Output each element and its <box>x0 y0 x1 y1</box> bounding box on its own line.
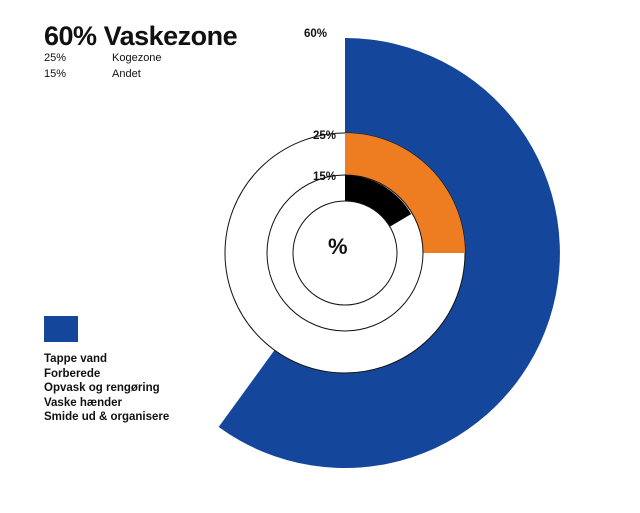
radial-gauge-chart <box>200 0 640 513</box>
list-item: Vaske hænder <box>44 396 122 409</box>
list-item: Smide ud & organisere <box>44 411 170 423</box>
list-item: Opvask og rengøring <box>44 382 160 394</box>
legend <box>44 316 224 425</box>
title-primary-percent: 60% <box>44 21 97 51</box>
chart-svg <box>200 0 640 513</box>
title-sub-label-andet: Andet <box>112 68 141 81</box>
data-label-inner: 15% <box>313 171 337 183</box>
title-primary-label: Vaskezone <box>103 21 238 51</box>
list-item: Tappe vand <box>44 353 108 365</box>
title-sub-percent-kogezone: 25% <box>44 52 67 65</box>
list-item: Forberede <box>44 367 101 380</box>
title-sub-percent-andet: 15% <box>44 68 67 81</box>
legend-item-list <box>44 352 224 425</box>
data-label-outer: 60% <box>304 28 328 40</box>
legend-swatch-vaskezone <box>44 316 78 342</box>
title-sub-label-kogezone: Kogezone <box>112 52 162 65</box>
center-percent-symbol: % <box>328 234 348 259</box>
data-label-middle: 25% <box>313 130 337 142</box>
